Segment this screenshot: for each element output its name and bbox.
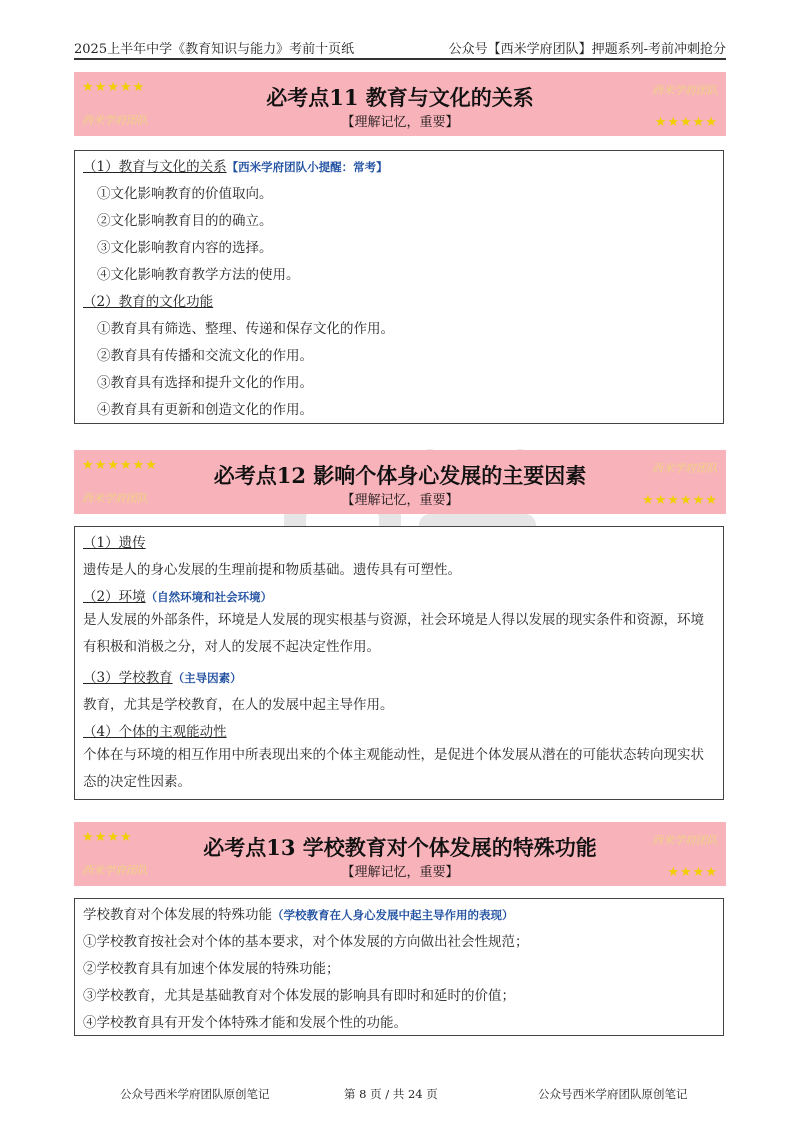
- subheading-text: （4）个体的主观能动性: [83, 724, 227, 740]
- paragraph: 教育，尤其是学校教育，在人的发展中起主导作用。: [83, 697, 394, 713]
- list-item: ①教育具有筛选、整理、传递和保存文化的作用。: [97, 321, 394, 337]
- subheading-text: （3）学校教育: [83, 670, 173, 686]
- list-item: ③教育具有选择和提升文化的作用。: [97, 375, 313, 391]
- list-item: ①文化影响教育的价值取向。: [97, 186, 273, 202]
- tip-note: （自然环境和社会环境）: [145, 590, 273, 604]
- header-right-text: 公众号【西米学府团队】押题系列-考前冲刺抢分: [448, 42, 726, 57]
- page-header: [74, 36, 726, 60]
- star-rating-icon: ★★★★: [82, 830, 133, 845]
- list-item: ④学校教育具有开发个体特殊才能和发展个性的功能。: [83, 1015, 407, 1031]
- subheading: [83, 155, 715, 175]
- subheading: [83, 585, 715, 605]
- footer-left-text: 公众号西米学府团队原创笔记: [120, 1087, 270, 1101]
- banner-watermark: 西米学府团队: [82, 864, 148, 877]
- list-item: ③文化影响教育内容的选择。: [97, 240, 273, 256]
- list-item: ③学校教育，尤其是基础教育对个体发展的影响具有即时和延时的价值；: [83, 988, 515, 1004]
- subheading-text: （1）遗传: [83, 535, 146, 551]
- tip-note: 【西米学府团队小提醒：常考】: [226, 160, 388, 174]
- subheading-text: （2）环境: [83, 589, 146, 605]
- star-rating-icon: ★★★★★★: [82, 458, 158, 473]
- subheading: [83, 666, 715, 686]
- banner-watermark: 西米学府团队: [652, 84, 718, 97]
- section-title: 必考点12 影响个体身心发展的主要因素: [213, 463, 587, 488]
- section-12-banner: [74, 450, 726, 514]
- paragraph: 个体在与环境的相互作用中所表现出来的个体主观能动性，是促进个体发展从潜在的可能状态转向现实状态的决定性因素。: [83, 747, 704, 790]
- list-item: ①学校教育按社会对个体的基本要求，对个体发展的方向做出社会性规范；: [83, 934, 529, 950]
- section-12-content: [74, 526, 724, 800]
- page-number: 第 8 页 / 共 24 页: [344, 1087, 438, 1101]
- section-13-content: [74, 898, 724, 1036]
- list-item: ②学校教育具有加速个体发展的特殊功能；: [83, 961, 340, 977]
- section-subtitle: 【理解记忆，重要】: [341, 865, 459, 880]
- header-left-text: 2025上半年中学《教育知识与能力》考前十页纸: [74, 42, 355, 57]
- subheading: [83, 531, 715, 551]
- star-rating-icon: ★★★★★: [82, 80, 146, 95]
- star-rating-icon: ★★★★: [667, 865, 718, 880]
- banner-watermark: 西米学府团队: [652, 462, 718, 475]
- subheading-text: （1）教育与文化的关系: [83, 159, 227, 175]
- subheading-text: 学校教育对个体发展的特殊功能: [83, 907, 272, 923]
- subheading: [83, 903, 715, 923]
- list-item: ④文化影响教育教学方法的使用。: [97, 267, 300, 283]
- list-item: ④教育具有更新和创造文化的作用。: [97, 402, 313, 418]
- paragraph: 是人发展的外部条件，环境是人发展的现实根基与资源，社会环境是人得以发展的现实条件和资源，环境有积极和消极之分，对人的发展不起决定性作用。: [83, 612, 704, 655]
- tip-note: （主导因素）: [172, 671, 242, 685]
- star-rating-icon: ★★★★★: [654, 115, 718, 130]
- section-subtitle: 【理解记忆，重要】: [341, 115, 459, 130]
- star-rating-icon: ★★★★★★: [642, 493, 718, 508]
- section-11-banner: [74, 72, 726, 136]
- list-item: ②文化影响教育目的的确立。: [97, 213, 273, 229]
- paragraph: 遗传是人的身心发展的生理前提和物质基础。遗传具有可塑性。: [83, 562, 461, 578]
- list-item: ②教育具有传播和交流文化的作用。: [97, 348, 313, 364]
- banner-watermark: 西米学府团队: [82, 492, 148, 505]
- subheading-text: （2）教育的文化功能: [83, 294, 214, 310]
- section-13-banner: [74, 822, 726, 886]
- section-title: 必考点11 教育与文化的关系: [266, 85, 534, 110]
- banner-watermark: 西米学府团队: [82, 114, 148, 127]
- section-subtitle: 【理解记忆，重要】: [341, 493, 459, 508]
- section-11-content: [74, 150, 724, 424]
- section-title: 必考点13 学校教育对个体发展的特殊功能: [203, 835, 597, 860]
- tip-note: （学校教育在人身心发展中起主导作用的表现）: [272, 908, 514, 922]
- footer-right-text: 公众号西米学府团队原创笔记: [538, 1087, 688, 1101]
- banner-watermark: 西米学府团队: [652, 834, 718, 847]
- subheading: [83, 290, 715, 310]
- subheading: [83, 720, 715, 740]
